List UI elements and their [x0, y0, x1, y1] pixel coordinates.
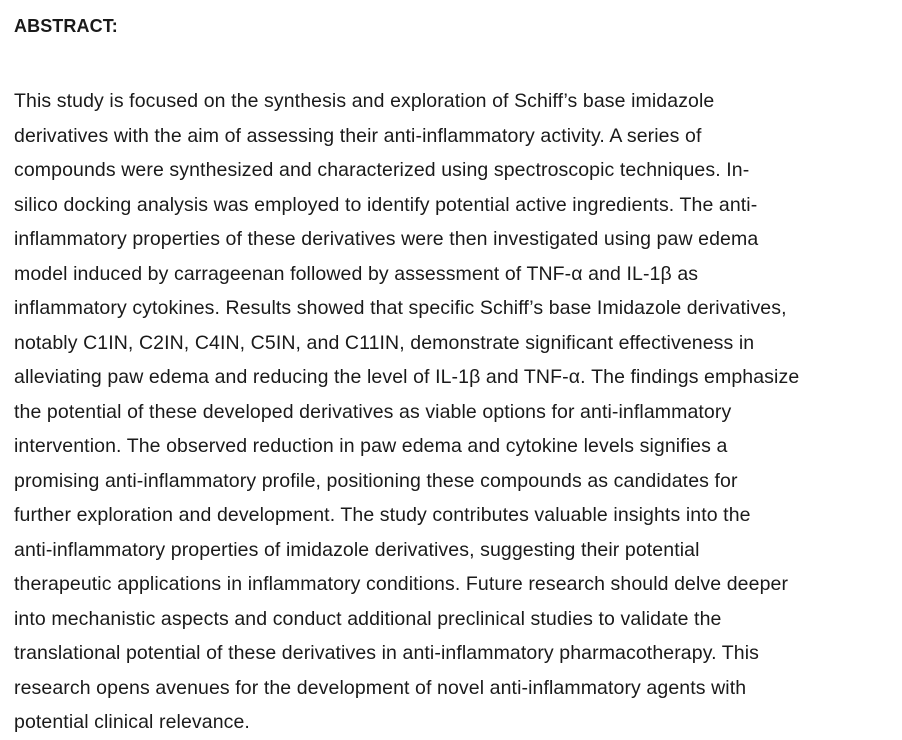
abstract-line: This study is focused on the synthesis and exploration of Schiff’s base imidazole	[14, 90, 715, 112]
abstract-section	[14, 14, 890, 740]
abstract-line: inflammatory properties of these derivatives were then investigated using paw edema	[14, 228, 759, 250]
abstract-line: promising anti-inflammatory profile, positioning these compounds as candidates for	[14, 469, 738, 492]
abstract-line: silico docking analysis was employed to identify potential active ingredients. The anti-	[14, 193, 758, 216]
abstract-line: compounds were synthesized and characterized using spectroscopic techniques. In-	[14, 159, 750, 181]
abstract-line: derivatives with the aim of assessing their anti-inflammatory activity. A series of	[14, 124, 702, 147]
abstract-line: anti-inflammatory properties of imidazole derivatives, suggesting their potential	[14, 538, 700, 561]
abstract-line: therapeutic applications in inflammatory conditions. Future research should delve deeper	[14, 573, 789, 595]
abstract-line: potential clinical relevance.	[14, 711, 250, 733]
abstract-line: translational potential of these derivatives in anti-inflammatory pharmacotherapy. This	[14, 642, 760, 664]
abstract-heading: ABSTRACT:	[14, 16, 118, 36]
abstract-body	[14, 84, 890, 740]
abstract-line: alleviating paw edema and reducing the level of IL-1β and TNF-α. The findings emphasize	[14, 366, 800, 388]
abstract-line: notably C1IN, C2IN, C4IN, C5IN, and C11IN, demonstrate significant effectiveness in	[14, 331, 755, 354]
abstract-line: model induced by carrageenan followed by assessment of TNF-α and IL-1β as	[14, 262, 699, 285]
abstract-line: research opens avenues for the development of novel anti-inflammatory agents with	[14, 676, 747, 699]
abstract-line: intervention. The observed reduction in paw edema and cytokine levels signifies a	[14, 435, 728, 457]
abstract-line: the potential of these developed derivatives as viable options for anti-inflammatory	[14, 400, 732, 423]
abstract-line: into mechanistic aspects and conduct additional preclinical studies to validate the	[14, 607, 722, 630]
abstract-line: further exploration and development. The study contributes valuable insights into the	[14, 504, 751, 526]
abstract-line: inflammatory cytokines. Results showed that specific Schiff’s base Imidazole derivatives,	[14, 297, 787, 319]
